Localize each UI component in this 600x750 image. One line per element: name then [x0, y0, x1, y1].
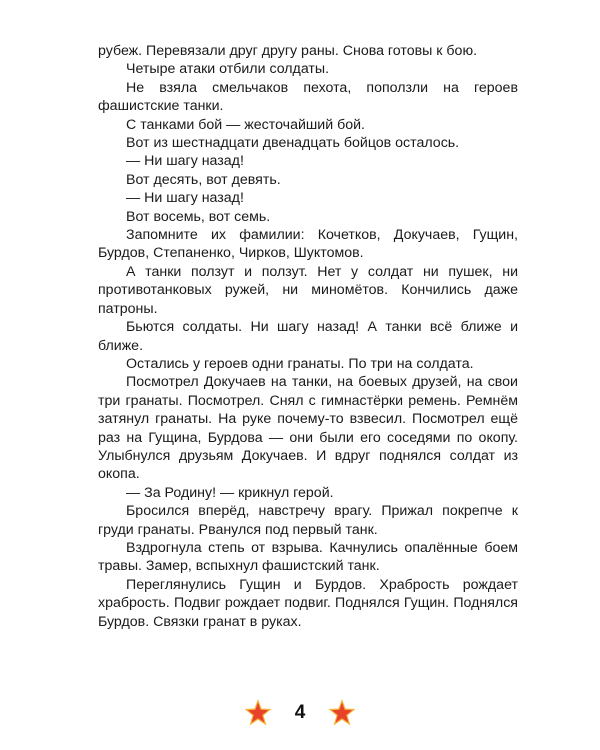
paragraph: Вот десять, вот девять. — [126, 171, 281, 188]
page-number: 4 — [294, 702, 306, 723]
paragraph: — За Родину! — крикнул герой. — [126, 484, 334, 501]
page-text — [98, 42, 518, 631]
page-footer — [0, 698, 600, 728]
paragraph: Остались у героев одни гранаты. По три на солдата. — [126, 355, 474, 372]
paragraph: Вот из шестнадцати двенадцать бойцов осталось. — [126, 135, 460, 152]
paragraph: Не взяла смельчаков пехота, поползли на героев фашистские танки. — [98, 79, 518, 115]
paragraph: — Ни шагу назад! — [126, 190, 244, 207]
left-star-icon — [243, 698, 273, 728]
paragraph: рубеж. Перевязали друг другу раны. Снова готовы к бою. — [98, 43, 478, 59]
paragraph: С танками бой — жесточайший бой. — [126, 116, 365, 133]
paragraph: Переглянулись Гущин и Бурдов. Храбрость рождает храбрость. Подвиг рождает подвиг. Поднялся Гущин. Поднялся Бурдов. Связки гранат в руках. — [98, 576, 518, 630]
paragraph: Вздрогнула степь от взрыва. Качнулись опалённые боем травы. Замер, вспыхнул фашистский танк. — [98, 539, 518, 575]
right-star-icon — [327, 698, 357, 728]
paragraph: Вот восемь, вот семь. — [126, 208, 271, 225]
paragraph: — Ни шагу назад! — [126, 153, 244, 170]
paragraph: Бросился вперёд, навстречу врагу. Прижал покрепче к груди гранаты. Рванулся под первый танк. — [98, 503, 518, 538]
paragraph: Посмотрел Докучаев на танки, на боевых друзей, на свои три гранаты. Посмотрел. Снял с гимнастёрки ремень. Ремнём затянул гранаты. На руке почему-то взвесил. Посмотрел ещё раз на Гущина, Бурдова — они были его соседями по окопу. Улыбнулся друзьям Докучаев. И вдруг поднялся солдат из окопа. — [98, 374, 518, 483]
paragraph: А танки ползут и ползут. Нет у солдат ни пушек, ни противотанковых ружей, ни миномётов. Кончились даже патроны. — [98, 263, 518, 317]
paragraph: Четыре атаки отбили солдаты. — [126, 61, 330, 78]
paragraph: Бьются солдаты. Ни шагу назад! А танки всё ближе и ближе. — [98, 319, 518, 354]
paragraph: Запомните их фамилии: Кочетков, Докучаев, Гущин, Бурдов, Степаненко, Чирков, Шуктомов. — [98, 227, 518, 262]
